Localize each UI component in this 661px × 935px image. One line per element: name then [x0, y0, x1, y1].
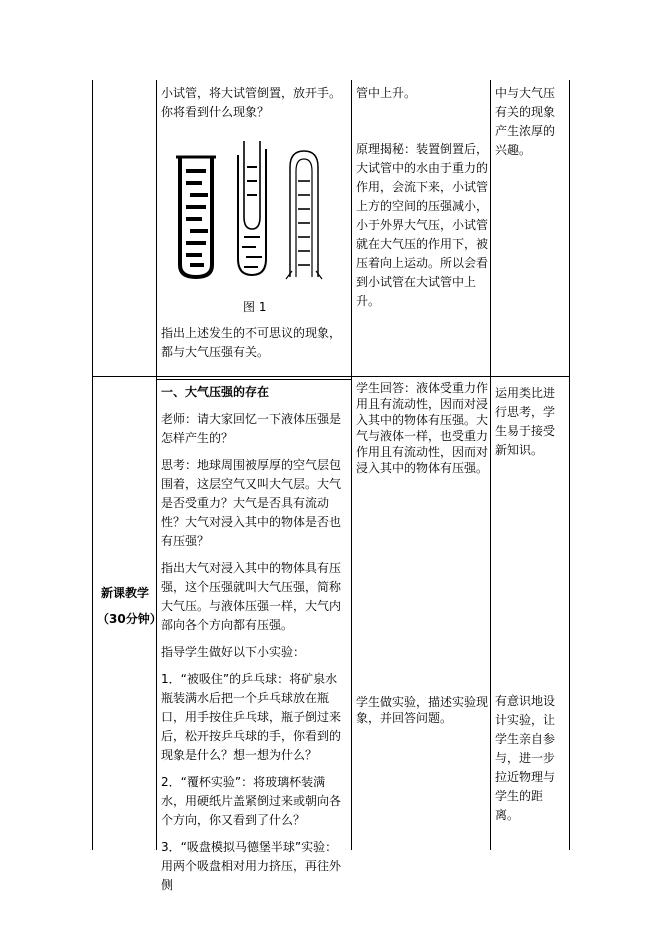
row2-label-time: （30分钟）: [97, 612, 162, 626]
table-divider-3: [490, 80, 491, 850]
row-separator: [92, 376, 570, 377]
teacher-question: 老师：请大家回忆一下液体压强是怎样产生的？: [161, 412, 342, 445]
section-title: 一、大气压强的存在: [161, 385, 270, 399]
table-border-left: [92, 80, 93, 850]
experiment-guide: 指导学生做好以下小实验：: [161, 645, 306, 659]
experiment-2: 2．“覆杯实验”：将玻璃杯装满水，用硬纸片盖紧倒过来或朝向各个方向，你又看到了什么？: [161, 775, 342, 827]
row2-top-rule: [157, 379, 351, 380]
row2-main-content: [161, 383, 349, 903]
row2-student-answer: 学生回答：液体受重力作用且有流动性，因而对浸入其中的物体有压强。大气与液体一样，也受重力作用且有流动性，因而对浸入其中的物体有压强。: [356, 381, 489, 475]
inverted-tube-icon: [286, 151, 322, 279]
experiment-1: 1．“被吸住”的乒乓球：将矿泉水瓶装满水后把一个乒乓球放在瓶口，用手按住乒乓球，瓶子倒过来后，松开按乒乓球的手，你看到的现象是什么？想一想为什么？: [161, 672, 342, 762]
row2-intent-2: 有意识地设计实验，让学生亲自参与，进一步拉近物理与学生的距离。: [495, 694, 556, 822]
concept-point: 指出大气对浸入其中的物体具有压强，这个压强就叫大气压强，简称大气压。与液体压强一样，大气内部向各个方向都有压强。: [161, 561, 342, 632]
figure-caption: 图 1: [243, 300, 267, 314]
row2-intent-1: 运用类比进行思考，学生易于接受新知识。: [495, 386, 556, 457]
experiment-3: 3．“吸盘模拟马德堡半球”实验：用两个吸盘相对用力挤压，再往外侧: [161, 840, 342, 892]
row2-student-experiment: 学生做实验，描述实验现象，并回答问题。: [356, 695, 489, 725]
row2-label-title: 新课教学: [101, 586, 150, 600]
table-divider-1: [156, 80, 157, 850]
thinking-prompt: 思考：地球周围被厚厚的空气层包围着，这层空气又叫大气层。大气是否受重力？大气是否具有流动性？大气对浸入其中的物体是否也有压强？: [161, 458, 342, 548]
row1-main-intro: 小试管，将大试管倒置，放开手。你将看到什么现象？: [161, 86, 342, 119]
row1-intent-text: 中与大气压有关的现象产生浓厚的兴趣。: [495, 86, 556, 157]
nested-tube-icon: [238, 141, 266, 275]
row1-main-outro: 指出上述发生的不可思议的现象，都与大气压强有关。: [161, 326, 342, 359]
table-border-right: [569, 80, 570, 850]
test-tube-figure: [172, 137, 332, 285]
large-tube-icon: [176, 157, 216, 277]
row1-student-text-2: 原理揭秘：装置倒置后，大试管中的水由于重力的作用，会流下来，小试管上方的空间的压强减小，小于外界大气压，小试管就在大气压的作用下，被压着向上运动。所以会看到小试管在大试管中上升。: [356, 142, 489, 308]
table-divider-2: [351, 80, 352, 850]
row1-student-text-1: 管中上升。: [356, 86, 417, 100]
